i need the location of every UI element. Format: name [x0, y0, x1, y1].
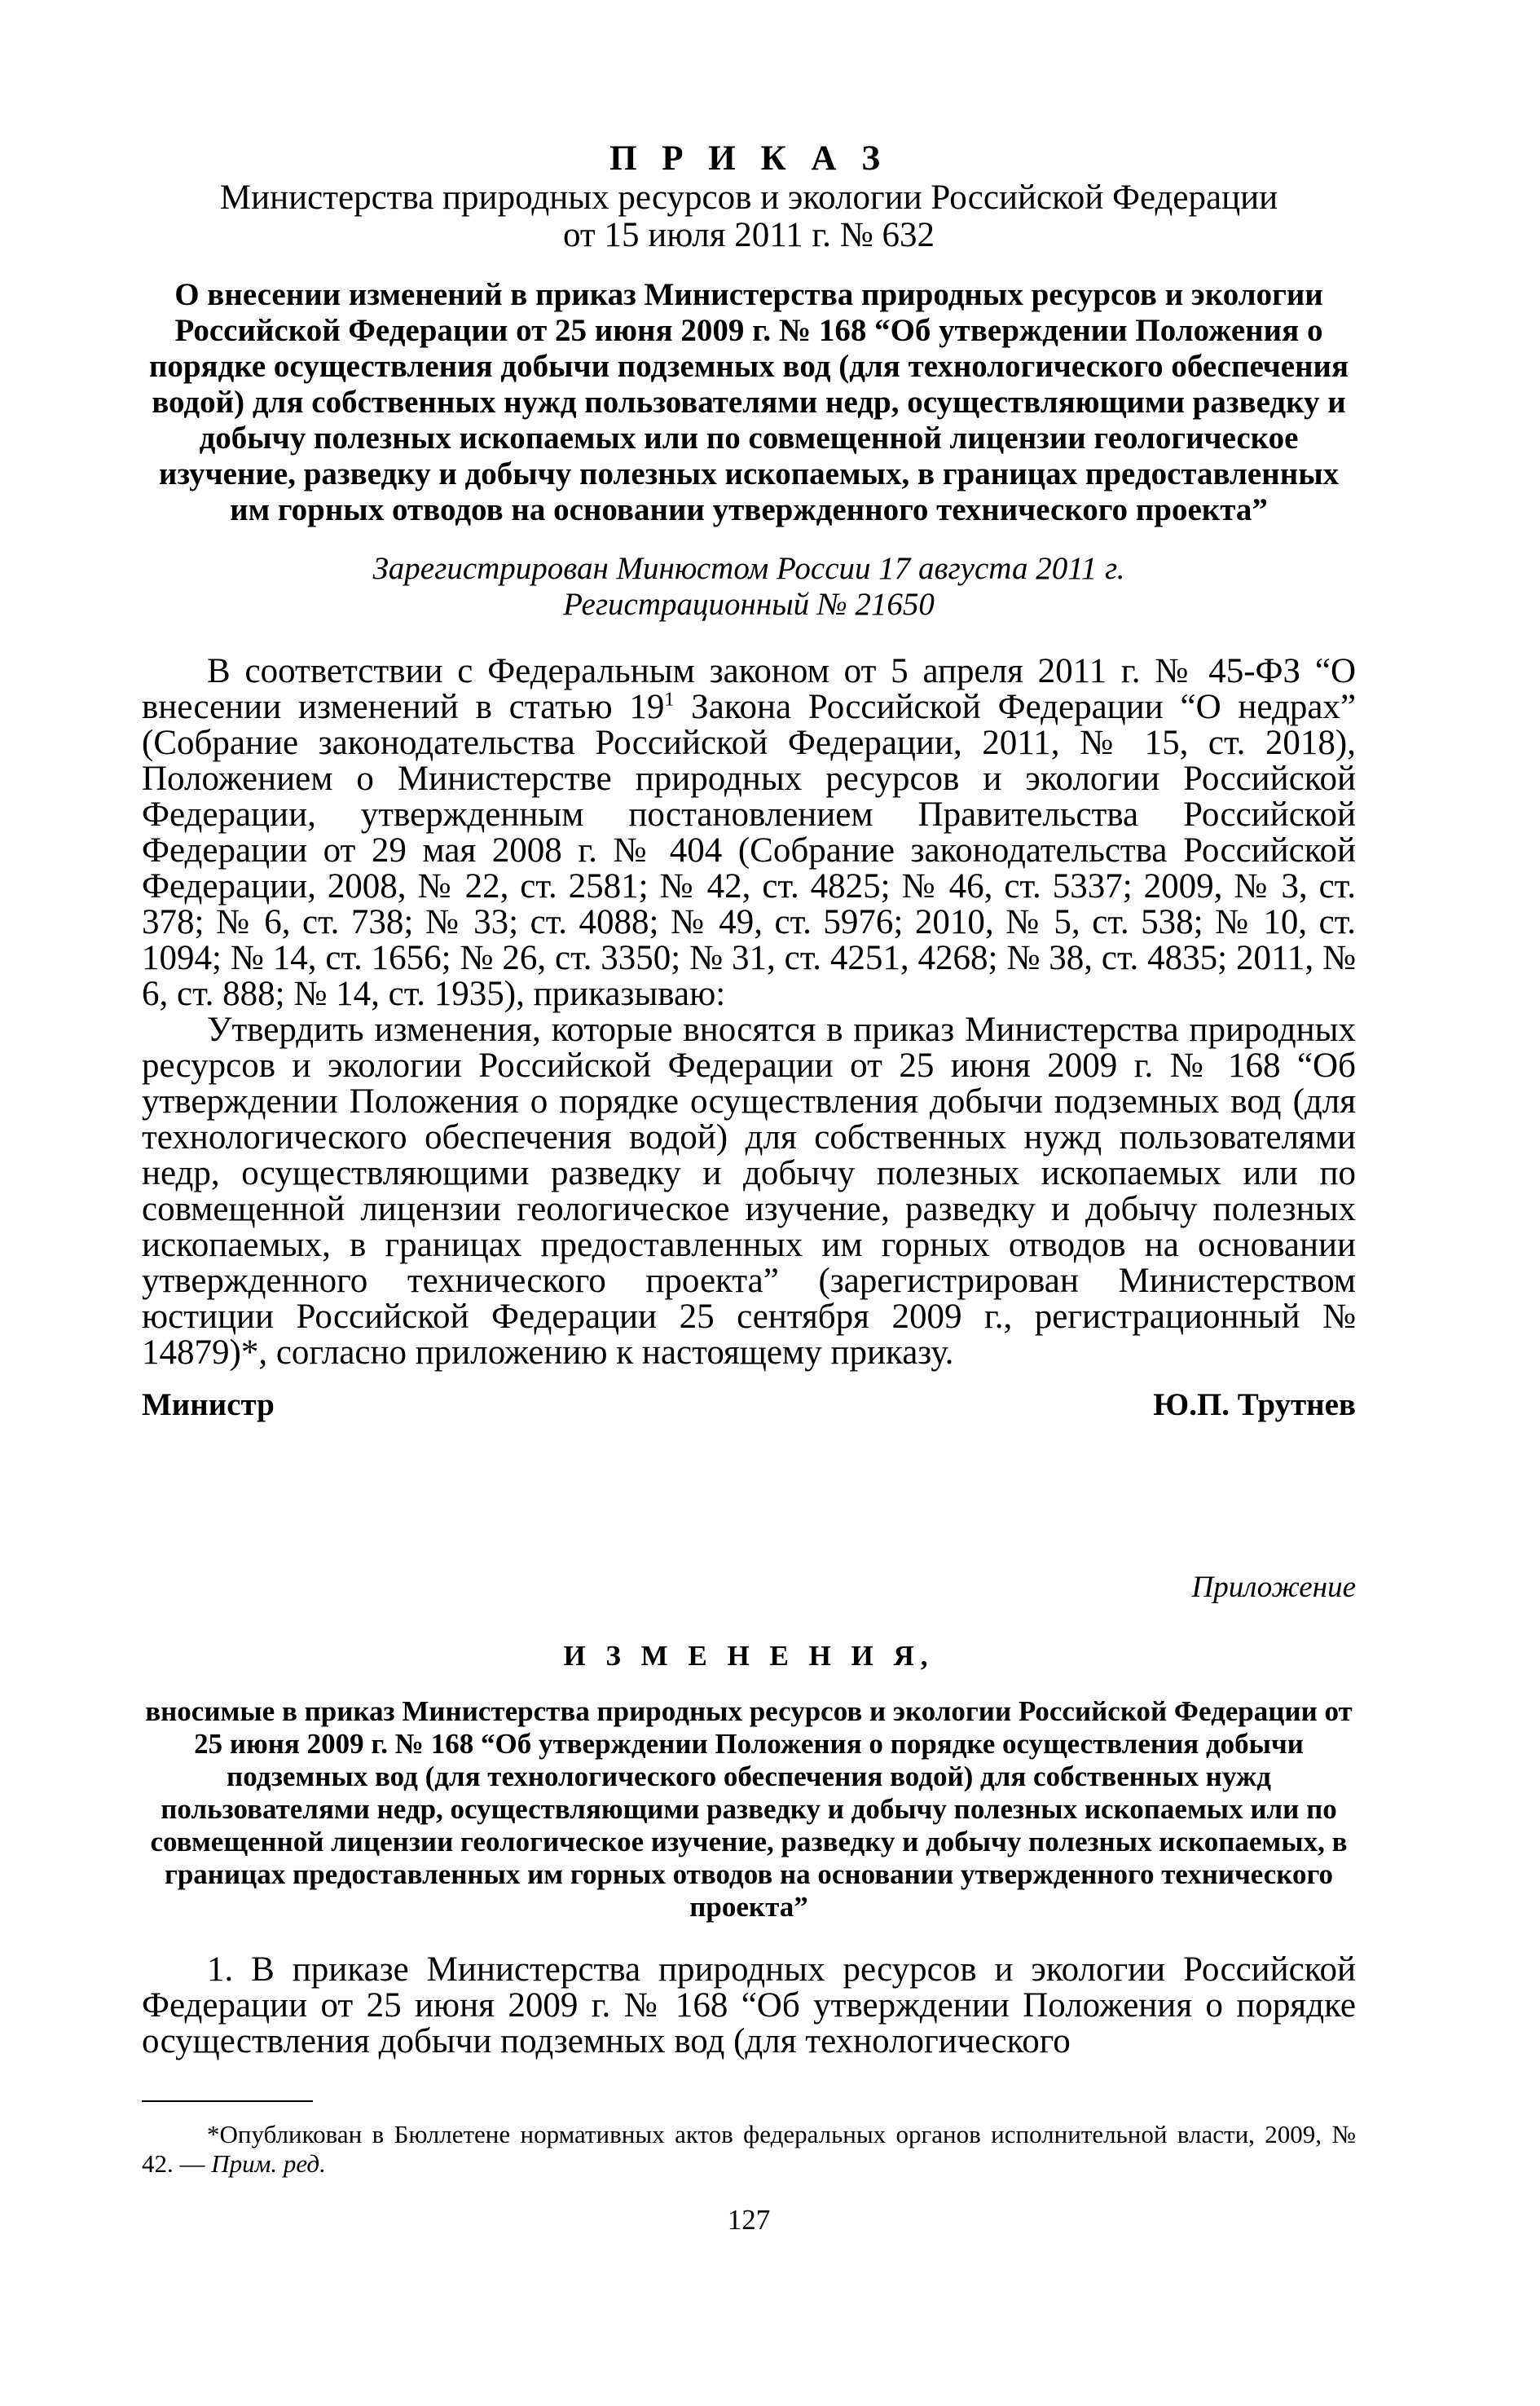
signature-position: Министр — [142, 1387, 275, 1422]
order-heading: О внесении изменений в приказ Министерства природных ресурсов и экологии Российской Федерации от 25 июня 2009 г. № 168 “Об утверждении Положения о порядке осуществления добычи подземных вод (для технологического обеспечения водой) для собственных нужд пользователями недр, осуществляющими разведку и добычу полезных ископаемых или по совмещенной лицензии геологическое изучение, разведку и добычу полезных ископаемых, в границах предоставленных им горных отводов на основании утвержденного технического проекта” — [148, 277, 1349, 527]
signature-block — [142, 1387, 1356, 1423]
changes-title: И З М Е Н Е Н И Я, — [563, 1640, 935, 1672]
appendix-label: Приложение — [1191, 1571, 1356, 1604]
registration-note — [142, 551, 1356, 623]
registration-line-1: Зарегистрирован Минюстом России 17 августа 2011 г. — [372, 551, 1125, 586]
footnote-text: *Опубликован в Бюллетене нормативных актов федеральных органов исполнительной власти, 2009, № 42. — — [142, 2120, 1356, 2178]
body-paragraph-1-part-b: Закона Российской Федерации “О недрах” (Собрание законодательства Российской Федерации, 2011, № 15, ст. 2018), Положением о Министерстве природных ресурсов и экологии Российской Федерации, утвержденным постановлением Правительства Российской Федерации от 29 мая 2008 г. № 404 (Собрание законодательства Российской Федерации, 2008, № 22, ст. 2581; № 42, ст. 4825; № 46, ст. 5337; 2009, № 3, ст. 378; № 6, ст. 738; № 33; ст. 4088; № 49, ст. 5976; 2010, № 5, ст. 538; № 10, ст. 1094; № 14, ст. 1656; № 26, ст. 3350; № 31, ст. 4251, 4268; № 38, ст. 4835; 2011, № 6, ст. 888; № 14, ст. 1935), приказываю: — [142, 688, 1356, 1013]
page-number: 127 — [727, 2204, 771, 2236]
ministry-name: Министерства природных ресурсов и экологии Российской Федерации — [219, 178, 1278, 217]
changes-heading: вносимые в приказ Министерства природных ресурсов и экологии Российской Федерации от 25 июня 2009 г. № 168 “Об утверждении Положения о порядке осуществления добычи подземных вод (для технологического обеспечения водой) для собственных нужд пользователями недр, осуществляющими разведку и добычу полезных ископаемых или по совмещенной лицензии геологическое изучение, разведку и добычу полезных ископаемых, в границах предоставленных им горных отводов на основании утвержденного технического проекта” — [145, 1695, 1353, 1923]
signature-name: Ю.П. Трутнев — [1153, 1387, 1356, 1422]
body-paragraph-1-part-a: В соответствии с Федеральным законом от 5 апреля 2011 г. № 45-ФЗ “О внесении изменений в статью 19 — [142, 652, 1356, 726]
appendix-item-1: 1. В приказе Министерства природных ресурсов и экологии Российской Федерации от 25 июня 2009 г. № 168 “Об утверждении Положения о порядке осуществления добычи подземных вод (для технологического — [142, 1950, 1356, 2060]
body-paragraph-1 — [142, 654, 1356, 1012]
order-date-number: от 15 июля 2011 г. № 632 — [563, 216, 935, 254]
document-page — [142, 139, 1356, 2236]
footnote-divider — [142, 2100, 313, 2102]
body-paragraph-2: Утвердить изменения, которые вносятся в приказ Министерства природных ресурсов и экологии Российской Федерации от 25 июня 2009 г. № 168 “Об утверждении Положения о порядке осуществления добычи подземных вод (для технологического обеспечения водой) для собственных нужд пользователями недр, осуществляющими разведку и добычу полезных ископаемых или по совмещенной лицензии геологическое изучение, разведку и добычу полезных ископаемых, в границах предоставленных им горных отводов на основании утвержденного технического проекта” (зарегистрирован Министерством юстиции Российской Федерации 25 сентября 2009 г., регистрационный № 14879)*, согласно приложению к настоящему приказу. — [142, 1011, 1356, 1372]
footnote — [142, 2120, 1356, 2179]
registration-line-2: Регистрационный № 21650 — [563, 587, 935, 622]
footnote-note: Прим. ред. — [211, 2149, 326, 2178]
superscript: 1 — [664, 689, 675, 711]
order-title: П Р И К А З — [609, 139, 888, 178]
